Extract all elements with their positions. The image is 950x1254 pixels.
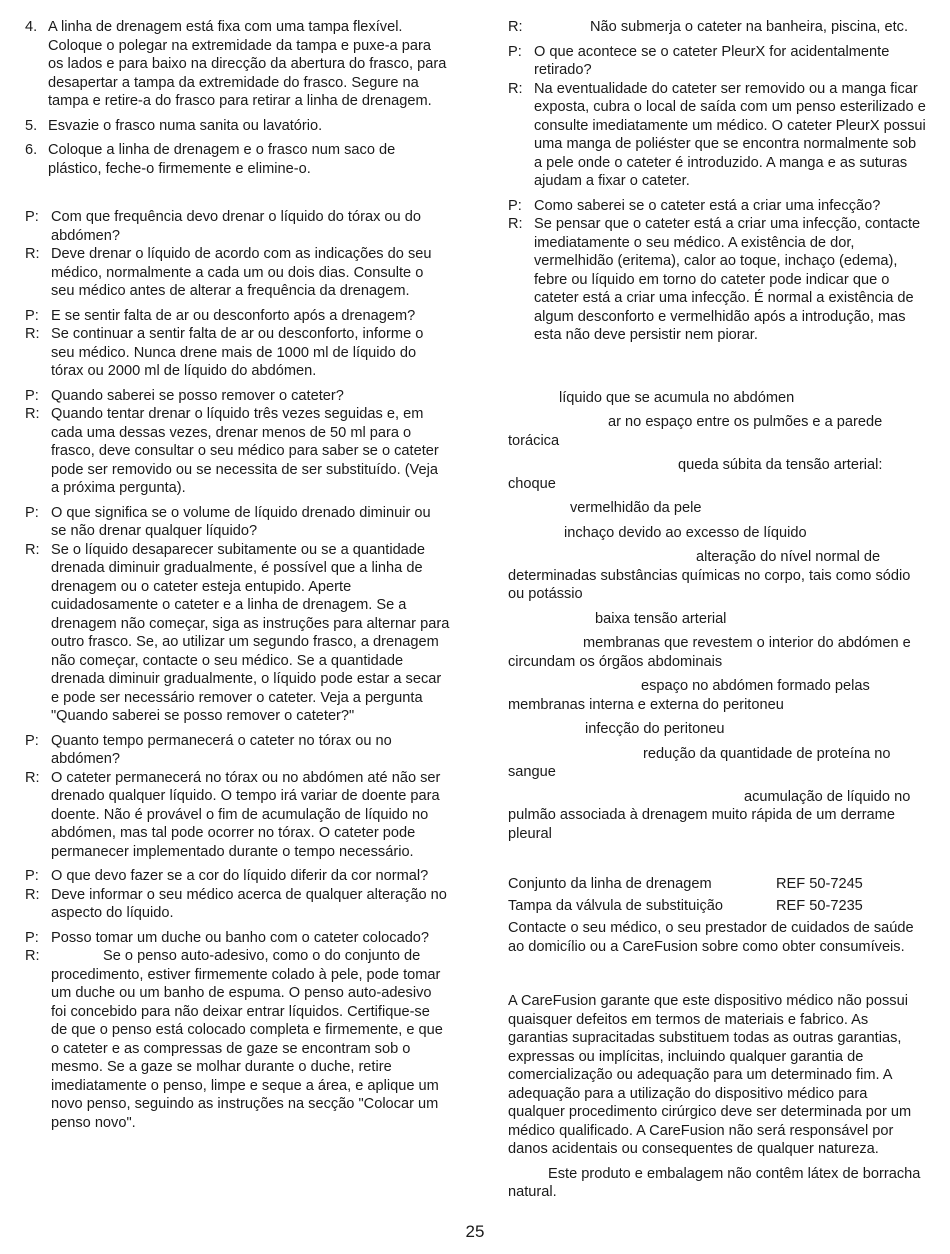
supplies-paragraph: Contacte o seu médico, o seu prestador de cuidados de saúde ao domicílio ou a CareFusion sobre como obter consumíveis. <box>508 920 914 955</box>
step-item <box>25 18 450 111</box>
step-item <box>25 141 450 178</box>
glossary-definition: redução da quantidade de proteína no sangue <box>508 745 891 780</box>
question-label: P: <box>508 43 522 60</box>
question-text: O que devo fazer se a cor do líquido diferir da cor normal? <box>51 868 429 884</box>
question-label: P: <box>25 504 39 521</box>
question-text: Com que frequência devo drenar o líquido do tórax ou do abdómen? <box>51 209 421 244</box>
question-line <box>25 307 450 326</box>
step-text: A linha de drenagem está fixa com uma tampa flexível. Coloque o polegar na extremidade da tampa e puxe-a para os lados e para baixo na direcção da abertura do frasco, para desapertar a tampa da extremidade do frasco. Segure na tampa e retire-a do frasco para retirar a linha de drenagem. <box>48 19 447 109</box>
faq-item <box>25 732 450 862</box>
answer-text: Se o penso auto-adesivo, como o do conjunto de procedimento, estiver firmemente colado à pele, pode tomar um duche ou um banho de espuma. O penso auto-adesivo foi concebido para não deixar entrar líquidos. Certifique-se de que o penso está colocado completa e firmemente, e que o cateter e as compressas de gaze se encontram sob o mesmo. Se a gaze se molhar durante o duche, retire imediatamente o penso, limpe e seque a área, e aplique um novo penso, seguindo as instruções na secção "Colocar um penso novo". <box>51 948 443 1131</box>
glossary-entry <box>508 788 928 844</box>
question-text: Como saberei se o cateter está a criar uma infecção? <box>534 197 881 214</box>
answer-label: R: <box>25 541 40 558</box>
glossary-definition: queda súbita da tensão arterial: choque <box>508 457 883 492</box>
answer-text-wrap <box>51 405 450 498</box>
faq-item <box>508 43 928 191</box>
answer-label: R: <box>25 406 40 422</box>
faq-item <box>25 387 450 498</box>
answer-text-wrap <box>51 245 450 301</box>
question-line <box>25 387 450 406</box>
answer-text-wrap <box>51 541 450 726</box>
question-line <box>25 867 450 886</box>
answer-line <box>508 215 928 345</box>
step-number: 5. <box>25 117 38 134</box>
answer-text: Não submerja o cateter na banheira, piscina, etc. <box>590 19 908 35</box>
glossary-entry <box>508 548 928 604</box>
faq-item <box>508 197 928 345</box>
glossary-entry <box>508 720 928 739</box>
question-text: Posso tomar um duche ou banho com o cateter colocado? <box>51 929 430 946</box>
question-label: P: <box>25 868 39 884</box>
question-text: Quando saberei se posso remover o cateter? <box>51 387 344 404</box>
answer-text-wrap <box>51 886 450 923</box>
answer-line <box>25 886 450 923</box>
answer-label: R: <box>25 769 40 786</box>
parts-row <box>508 895 928 917</box>
glossary-entry <box>508 524 928 543</box>
part-name: Tampa da válvula de substituição <box>508 897 723 914</box>
step-text: Esvazie o frasco numa sanita ou lavatório. <box>48 117 323 134</box>
glossary-entry <box>508 389 928 408</box>
left-column <box>25 18 450 1138</box>
question-label: P: <box>25 307 39 324</box>
question-label: P: <box>25 387 39 404</box>
answer-text: Quando tentar drenar o líquido três vezes seguidas e, em cada uma dessas vezes, drenar menos de 50 ml para o frasco, deve consultar o seu médico para saber se o cateter pode ser removido ou se necessita de ser substituído. (Veja a próxima pergunta). <box>51 406 439 496</box>
glossary-definition: espaço no abdómen formado pelas membranas interna e externa do peritoneu <box>508 678 870 713</box>
answer-line <box>25 245 450 301</box>
question-label: P: <box>25 209 39 225</box>
step-text: Coloque a linha de drenagem e o frasco num saco de plástico, feche-o firmemente e elimine-o. <box>48 142 396 177</box>
question-label: P: <box>508 197 522 214</box>
answer-line <box>25 947 450 1132</box>
glossary-entry <box>508 634 928 671</box>
parts-table <box>508 873 928 917</box>
answer-label: R: <box>25 326 40 342</box>
question-text: Quanto tempo permanecerá o cateter no tórax ou no abdómen? <box>51 732 392 767</box>
question-text: E se sentir falta de ar ou desconforto após a drenagem? <box>51 307 416 324</box>
steps-list <box>25 18 450 178</box>
glossary-entry <box>508 745 928 782</box>
glossary-definition: baixa tensão arterial <box>595 610 727 627</box>
glossary-definition: alteração do nível normal de determinadas substâncias químicas no corpo, tais como sódio ou potássio <box>508 549 911 602</box>
glossary-definition: vermelhidão da pele <box>570 500 702 516</box>
faq-list-left <box>25 208 450 1132</box>
question-text: O que acontece se o cateter PleurX for acidentalmente retirado? <box>534 43 890 78</box>
question-text: O que significa se o volume de líquido drenado diminuir ou se não drenar qualquer líquido? <box>51 504 431 539</box>
right-column <box>508 18 928 1208</box>
question-line <box>508 197 928 216</box>
step-number: 4. <box>25 19 38 35</box>
question-line <box>25 929 450 948</box>
faq-item <box>25 867 450 923</box>
answer-text-wrap <box>534 80 928 191</box>
glossary-entry <box>508 677 928 714</box>
answer-text: Se pensar que o cateter está a criar uma infecção, contacte imediatamente o seu médico. A existência de dor, vermelhidão (eritema), calor ao toque, inchaço (edema), febre ou líquido em torno do cateter pode indicar que o cateter está a criar uma infecção. É normal a existência de algum desconforto e vermelhidão após a introdução, mas esta não deve persistir nem piorar. <box>534 216 921 343</box>
glossary-definition: líquido que se acumula no abdómen <box>559 389 795 406</box>
glossary-definition: infecção do peritoneu <box>585 721 725 737</box>
glossary-entry <box>508 499 928 518</box>
answer-text: Se o líquido desaparecer subitamente ou se a quantidade drenada diminuir gradualmente, é possível que a linha de drenagem ou o cateter esteja entupido. Aperte cuidadosamente o cateter e a linha de drenagem. Se a drenagem não começar, siga as instruções para alternar para outro frasco. Se, ao utilizar um segundo frasco, a drenagem não começar, contacte o seu médico. Se a quantidade drenada diminuir gradualmente, o líquido pode estar a secar e pode ser necessário remover o cateter. Veja a pergunta "Quando saberei se posso remover o cateter?" <box>51 541 450 724</box>
faq-continuation <box>508 18 928 37</box>
answer-label: R: <box>25 246 40 262</box>
answer-label: R: <box>25 948 40 964</box>
part-ref: REF 50-7235 <box>776 897 863 914</box>
question-line <box>25 504 450 541</box>
latex-paragraph: Este produto e embalagem não contêm látex de borracha natural. <box>508 1165 921 1200</box>
answer-text: O cateter permanecerá no tórax ou no abdómen até não ser drenado qualquer líquido. O tempo irá variar de doente para doente. Não é provável o fim de acumulação de líquido no abdómen, mas tal pode ocorrer no tórax. O cateter pode permanecer implementado durante o tempo necessário. <box>51 769 441 860</box>
glossary-entry <box>508 413 928 450</box>
glossary-entry <box>508 610 928 629</box>
answer-text: Se continuar a sentir falta de ar ou desconforto, informe o seu médico. Nunca drene mais de 1000 ml de líquido do tórax ou 2000 ml de líquido do abdómen. <box>51 326 424 379</box>
answer-text: Deve drenar o líquido de acordo com as indicações do seu médico, normalmente a cada um ou dois dias. Consulte o seu médico antes de alterar a frequência da drenagem. <box>51 246 432 299</box>
answer-label: R: <box>25 886 40 903</box>
faq-item <box>25 307 450 381</box>
answer-text-wrap <box>51 947 450 1132</box>
faq-item <box>25 208 450 301</box>
question-line <box>508 43 928 80</box>
answer-text: Deve informar o seu médico acerca de qualquer alteração no aspecto do líquido. <box>51 886 447 921</box>
faq-list-right <box>508 43 928 345</box>
answer-line <box>25 769 450 862</box>
answer-label: R: <box>508 80 523 97</box>
answer-line <box>508 80 928 191</box>
answer-line <box>25 325 450 381</box>
glossary-definition: membranas que revestem o interior do abdómen e circundam os órgãos abdominais <box>508 635 911 670</box>
question-label: P: <box>25 929 39 946</box>
answer-text-wrap <box>51 325 450 381</box>
glossary-definition: inchaço devido ao excesso de líquido <box>564 524 807 541</box>
faq-item <box>25 504 450 726</box>
part-ref: REF 50-7245 <box>776 875 863 892</box>
answer-line <box>25 405 450 498</box>
faq-item <box>25 929 450 1133</box>
glossary-definition: acumulação de líquido no pulmão associada à drenagem muito rápida de um derrame pleural <box>508 788 911 842</box>
part-name: Conjunto da linha de drenagem <box>508 875 712 892</box>
parts-row <box>508 873 928 895</box>
answer-label: R: <box>508 216 523 232</box>
warranty-paragraph: A CareFusion garante que este dispositivo médico não possui quaisquer defeitos em termos de materiais e fabrico. As garantias supracitadas substituem todas as outras garantias, expressas ou implícitas, incluindo qualquer garantia de comercialização ou adequação para um determinado fim. A adequação para a utilização do dispositivo médico para qualquer procedimento cirúrgico deve ser determinada por um médico qualificado. A CareFusion não será responsável por danos acidentais ou consequentes de qualquer natureza. <box>508 993 912 1157</box>
step-number: 6. <box>25 142 38 158</box>
page-number: 25 <box>465 1222 485 1241</box>
question-label: P: <box>25 732 39 749</box>
glossary-definition: ar no espaço entre os pulmões e a parede torácica <box>508 414 883 449</box>
question-line <box>25 732 450 769</box>
step-item <box>25 117 450 136</box>
glossary <box>508 389 928 844</box>
answer-text-wrap <box>534 215 928 345</box>
answer-text-wrap <box>51 769 450 862</box>
answer-text: Na eventualidade do cateter ser removido ou a manga ficar exposta, cubra o local de saída com um penso esterilizado e consulte imediatamente um médico. O cateter PleurX possui uma manga de poliéster que se encontra normalmente sob a pele onde o cateter é introduzido. A manga e as suturas ajudam a fixar o cateter. <box>534 80 926 189</box>
glossary-entry <box>508 456 928 493</box>
answer-line <box>25 541 450 726</box>
answer-label: R: <box>508 19 523 35</box>
question-line <box>25 208 450 245</box>
